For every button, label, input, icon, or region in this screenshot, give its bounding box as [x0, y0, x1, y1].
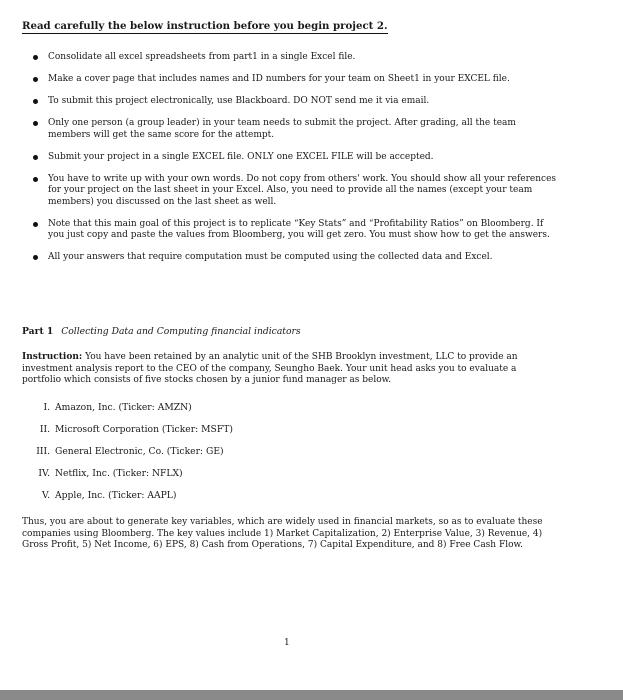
company-text: General Electronic, Co. (Ticker: GE): [55, 446, 224, 457]
company-list: [32, 402, 233, 512]
company-text: Amazon, Inc. (Ticker: AMZN): [55, 402, 192, 413]
bullet-item: To submit this project electronically, use Blackboard. DO NOT send me it via email.: [26, 96, 556, 108]
bullet-item: Only one person (a group leader) in your team needs to submit the project. After grading, all the team members will get the same score for the attempt.: [26, 118, 556, 141]
company-number: II.: [39, 424, 50, 435]
instruction-label: Instruction:: [22, 352, 83, 362]
part-label: Part 1: [22, 326, 54, 337]
instruction-bullet-list: [26, 52, 556, 274]
bullet-item: You have to write up with your own words. Do not copy from others' work. You should show all your references for your project on the last sheet in your Excel. Also, you need to provide all the names (except your team members) you discussed on the last sheet as well.: [26, 174, 556, 209]
company-item: [32, 446, 233, 458]
bullet-item: Make a cover page that includes names and ID numbers for your team on Sheet1 in your EXCEL file.: [26, 74, 556, 86]
closing-paragraph: Thus, you are about to generate key variables, which are widely used in financial markets, so as to evaluate these companies using Bloomberg. The key values include 1) Market Capitalization, 2) Enterprise Value, 3) Revenue, 4) Gross Profit, 5) Net Income, 6) EPS, 8) Cash from Operations, 7) Capital Expenditure, and 8) Free Cash Flow.: [22, 517, 543, 550]
bullet-item: Consolidate all excel spreadsheets from part1 in a single Excel file.: [26, 52, 556, 64]
bullet-item: Submit your project in a single EXCEL file. ONLY one EXCEL FILE will be accepted.: [26, 152, 556, 164]
company-text: Netflix, Inc. (Ticker: NFLX): [55, 468, 183, 479]
company-number: III.: [36, 446, 50, 457]
instruction-text: You have been retained by an analytic unit of the SHB Brooklyn investment, LLC to provide an investment analysis report to the CEO of the company, Seungho Baek. Your unit head asks you to evaluate a portfolio which consists of five stocks chosen by a junior fund manager as below.: [22, 352, 518, 385]
company-number: I.: [43, 402, 50, 413]
company-text: Apple, Inc. (Ticker: AAPL): [55, 490, 177, 501]
company-text: Microsoft Corporation (Ticker: MSFT): [55, 424, 233, 435]
instruction-paragraph: [22, 352, 554, 387]
part-heading: [22, 326, 301, 337]
company-item: [32, 424, 233, 436]
company-item: [32, 468, 233, 480]
company-number: IV.: [38, 468, 50, 479]
viewer-bottom-bar: [0, 690, 623, 700]
page-number: 1: [284, 638, 290, 648]
bullet-item: All your answers that require computation must be computed using the collected data and Excel.: [26, 252, 556, 264]
part-title: Collecting Data and Computing financial indicators: [61, 326, 301, 337]
bullet-item: Note that this main goal of this project is to replicate “Key Stats” and “Profitability Ratios” on Bloomberg. If you just copy and paste the values from Bloomberg, you will get zero. You must show how to get the answers.: [26, 219, 556, 242]
document-heading: Read carefully the below instruction before you begin project 2.: [22, 20, 388, 32]
company-number: V.: [42, 490, 50, 501]
company-item: [32, 490, 233, 502]
company-item: [32, 402, 233, 414]
